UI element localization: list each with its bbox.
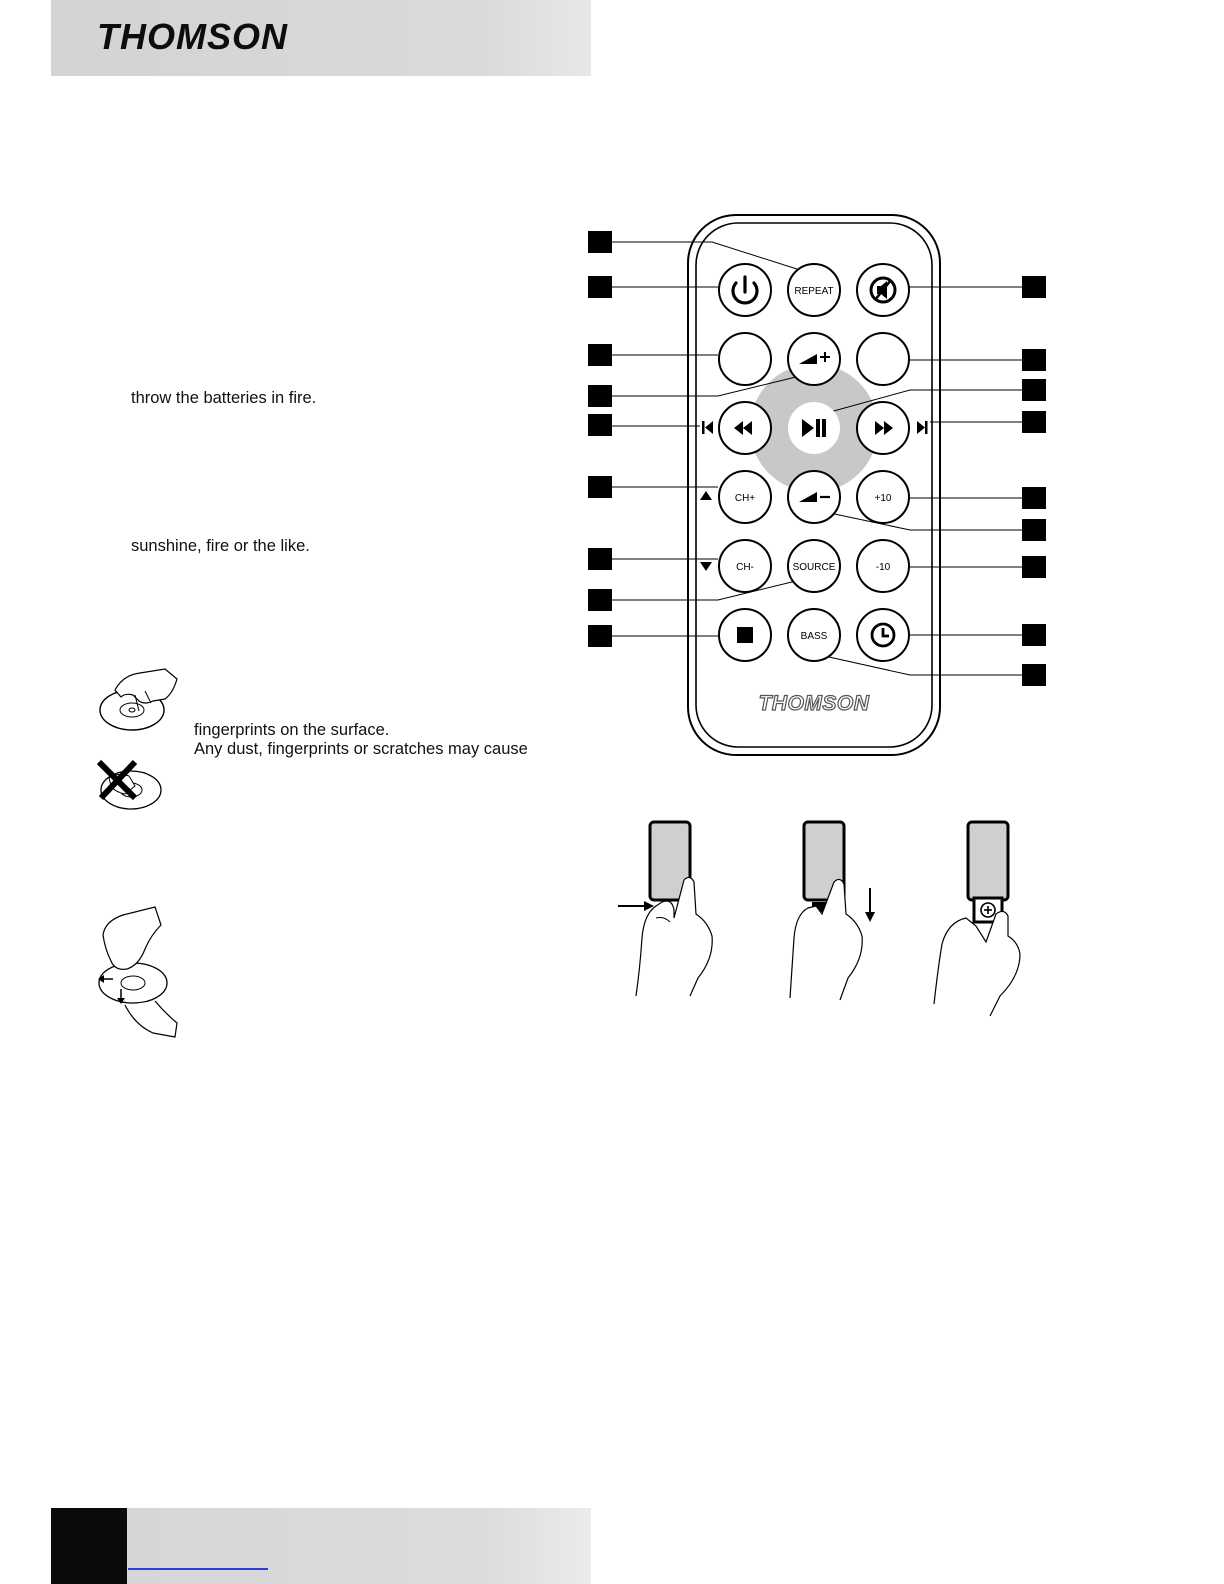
ch-plus-label: CH+ <box>734 493 756 504</box>
battery-step-1-illustration <box>612 818 724 1000</box>
disc-hold-wrong-illustration <box>95 758 170 813</box>
blank-button-right[interactable] <box>857 333 909 385</box>
page-number-block <box>51 1508 127 1584</box>
text-dust-scratches: Any dust, fingerprints or scratches may cause <box>194 740 528 758</box>
bass-label: BASS <box>800 631 828 642</box>
battery-step-2-illustration <box>782 818 892 1003</box>
callout-marker <box>588 344 612 366</box>
plus10-label: +10 <box>874 493 892 504</box>
text-fingerprints: fingerprints on the surface. <box>194 721 390 739</box>
remote-control-diagram <box>585 205 1055 765</box>
callout-marker <box>588 625 612 647</box>
callout-marker <box>1022 487 1046 509</box>
callout-marker <box>1022 411 1046 433</box>
callout-marker <box>1022 379 1046 401</box>
callout-marker <box>588 476 612 498</box>
callout-marker <box>588 276 612 298</box>
callout-marker <box>1022 624 1046 646</box>
text-batteries-fire: throw the batteries in fire. <box>131 389 317 407</box>
callout-marker <box>1022 349 1046 371</box>
source-label: SOURCE <box>792 562 836 573</box>
footer-link-underline[interactable] <box>128 1568 268 1570</box>
footer-band <box>51 1508 591 1584</box>
ch-minus-label: CH- <box>736 562 754 573</box>
disc-cleaning-illustration <box>95 905 185 1040</box>
repeat-label: REPEAT <box>794 286 834 297</box>
callout-marker <box>588 548 612 570</box>
callout-marker <box>588 589 612 611</box>
callout-marker <box>1022 276 1046 298</box>
callout-marker <box>1022 519 1046 541</box>
minus10-label: -10 <box>875 562 891 573</box>
blank-button-left[interactable] <box>719 333 771 385</box>
callout-marker <box>588 385 612 407</box>
callout-marker <box>588 414 612 436</box>
disc-hold-correct-illustration <box>95 665 185 735</box>
callout-marker <box>588 231 612 253</box>
callout-marker <box>1022 664 1046 686</box>
remote-brand-logo: THOMSON <box>758 692 870 715</box>
text-sunshine-fire: sunshine, fire or the like. <box>131 537 310 555</box>
callout-marker <box>1022 556 1046 578</box>
brand-logo: THOMSON <box>97 16 288 57</box>
stop-icon <box>737 627 753 643</box>
battery-step-3-illustration <box>930 818 1028 1018</box>
